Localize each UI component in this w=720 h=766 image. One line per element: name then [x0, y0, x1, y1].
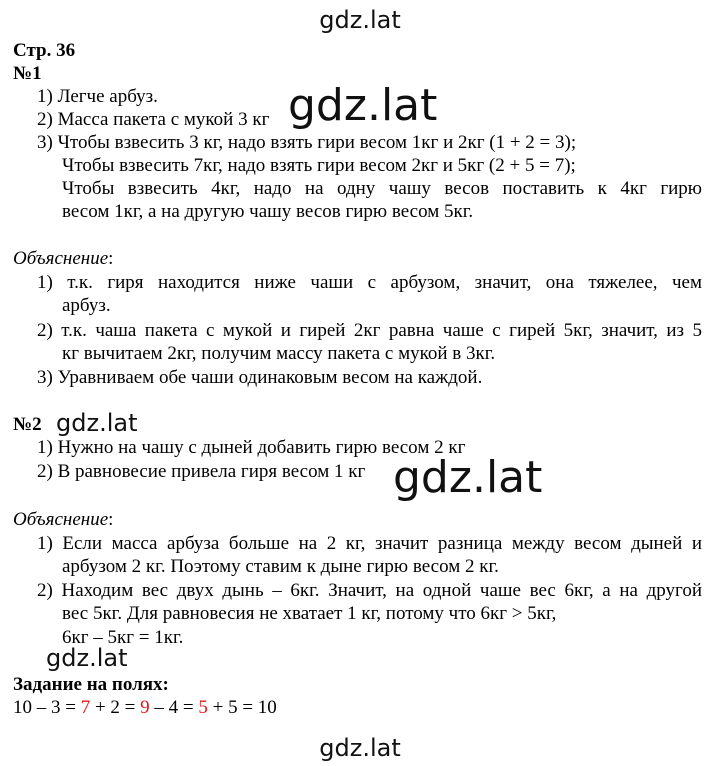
- watermark-small-2: gdz.lat: [46, 644, 128, 672]
- task1-item-3-line-2: Чтобы взвесить 7кг, надо взять гири весом 2кг и 5кг (2 + 5 = 7);: [62, 155, 576, 176]
- equation-result-1: 7: [80, 697, 91, 718]
- equation-result-2: 9: [140, 697, 150, 718]
- task1-item-3: 3) Чтобы взвесить 3 кг, надо взять гири весом 1кг и 2кг (1 + 2 = 3);: [37, 132, 577, 153]
- equation-part: 10 – 3 =: [13, 697, 81, 718]
- task2-explanation-label: Объяснение:: [13, 509, 114, 530]
- task2-explanation-2: 2) Находим вес двух дынь – 6кг. Значит, на одной чаше вес 6кг, а на другой: [37, 580, 702, 601]
- equation-result-3: 5: [198, 697, 208, 718]
- task1-explanation-3: 3) Уравниваем обе чаши одинаковым весом на каждой.: [37, 367, 483, 388]
- margin-task-heading: Задание на полях:: [13, 674, 169, 695]
- task1-explanation-1-line-2: арбуз.: [62, 295, 111, 316]
- watermark-bottom: gdz.lat: [319, 734, 401, 762]
- task2-item-2: 2) В равновесие привела гиря весом 1 кг: [37, 461, 366, 482]
- task1-item-1: 1) Легче арбуз.: [37, 86, 158, 107]
- task2-heading: №2: [13, 414, 42, 435]
- task1-heading: №1: [13, 63, 42, 84]
- task1-explanation-2: 2) т.к. чаша пакета с мукой и гирей 2кг равна чаше с гирей 5кг, значит, из 5: [37, 320, 702, 341]
- task2-explanation-2-line-3: 6кг – 5кг = 1кг.: [62, 627, 184, 648]
- watermark-top: gdz.lat: [319, 6, 401, 34]
- task1-item-2: 2) Масса пакета с мукой 3 кг: [37, 109, 270, 130]
- equation-part: + 5 = 10: [207, 697, 277, 718]
- task1-item-3-line-4: весом 1кг, а на другую чашу весов гирю весом 5кг.: [62, 201, 474, 222]
- watermark-large-2: gdz.lat: [393, 452, 543, 503]
- task1-explanation-2-line-2: кг вычитаем 2кг, получим массу пакета с мукой в 3кг.: [62, 343, 496, 364]
- watermark-small-1: gdz.lat: [56, 409, 138, 437]
- task1-item-3-line-3: Чтобы взвесить 4кг, надо на одну чашу весов поставить к 4кг гирю: [62, 178, 702, 199]
- task2-explanation-1: 1) Если масса арбуза больше на 2 кг, значит разница между весом дыней и: [37, 533, 702, 554]
- task1-explanation-label: Объяснение:: [13, 248, 114, 269]
- watermark-large-1: gdz.lat: [288, 80, 438, 131]
- task2-item-1: 1) Нужно на чашу с дыней добавить гирю весом 2 кг: [37, 437, 466, 458]
- equation-part: – 4 =: [149, 697, 199, 718]
- task2-explanation-2-line-2: вес 5кг. Для равновесия не хватает 1 кг, потому что 6кг > 5кг,: [62, 603, 557, 624]
- margin-task-equation: [13, 697, 277, 719]
- page-label: Стр. 36: [13, 40, 76, 61]
- task2-explanation-1-line-2: арбузом 2 кг. Поэтому ставим к дыне гирю весом 2 кг.: [62, 556, 499, 577]
- equation-part: + 2 =: [90, 697, 141, 718]
- task1-explanation-1: 1) т.к. гиря находится ниже чаши с арбузом, значит, она тяжелее, чем: [37, 272, 702, 293]
